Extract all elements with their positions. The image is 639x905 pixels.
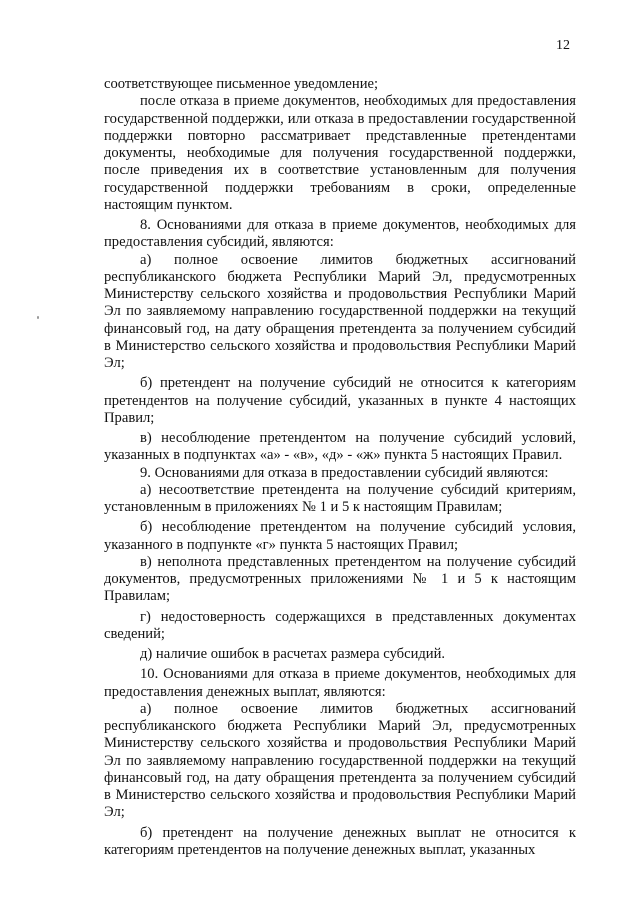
paragraph-clause-9-g: г) недостоверность содержащихся в представленных документах сведений; [104,608,576,642]
paragraph-continuation: соответствующее письменное уведомление; [104,76,379,92]
paragraph-clause-9-v: в) неполнота представленных претендентом на получение субсидий документов, предусмотренных приложениями № 1 и 5 к настоящим Правилам; [104,553,576,605]
paragraph-clause-9-b: б) несоблюдение претендентом на получение субсидий условия, указанного в подпункте «г» пункта 5 настоящих Правил; [104,519,576,553]
paragraph-clause-8-a: а) полное освоение лимитов бюджетных ассигнований республиканского бюджета Республики Марий Эл, предусмотренных Министерству сельского хозяйства и продовольствия Республики Марий Эл по заявляемому направлению государственной поддержки на текущий финансовый год, на дату обращения претендента за получением субсидий в Министерство сельского хозяйства и продовольствия Республики Марий Эл; [104,251,576,371]
margin-mark [37,316,39,319]
document-body [104,76,576,859]
paragraph-clause-10-a: а) полное освоение лимитов бюджетных ассигнований республиканского бюджета Республики Марий Эл, предусмотренных Министерству сельского хозяйства и продовольствия Республики Марий Эл по заявляемому направлению государственной поддержки на текущий финансовый год, на дату обращения претендента за получением субсидий в Министерство сельского хозяйства и продовольствия Республики Марий Эл; [104,700,576,821]
page-number: 12 [556,38,570,53]
paragraph-clause-8: 8. Основаниями для отказа в приеме документов, необходимых для предоставления субсидий, являются: [104,217,576,251]
paragraph-clause-10-b: б) претендент на получение денежных выплат не относится к категориям претендентов на получение денежных выплат, указанных [104,824,576,858]
paragraph-clause-9: 9. Основаниями для отказа в предоставлении субсидий являются: [140,464,549,481]
paragraph-clause-9-a: а) несоответствие претендента на получение субсидий критериям, установленным в приложениях № 1 и 5 к настоящим Правилам; [104,481,576,515]
paragraph-clause-8-v: в) несоблюдение претендентом на получение субсидий условий, указанных в подпунктах «а» - «в», «д» - «ж» пункта 5 настоящих Правил. [104,430,576,464]
paragraph-clause-9-d: д) наличие ошибок в расчетах размера субсидий. [140,646,446,662]
paragraph-clause-10: 10. Основаниями для отказа в приеме документов, необходимых для предоставления денежных выплат, являются: [104,666,576,700]
paragraph-resubmission: после отказа в приеме документов, необходимых для предоставления государственной поддержки, или отказа в предоставлении государственной поддержки повторно рассматривает представленные претендентами документы, необходимые для получения государственной поддержки, после приведения их в соответствие установленным для получения государственной поддержки требованиям в сроки, определенные настоящим пунктом. [104,93,576,213]
paragraph-clause-8-b: б) претендент на получение субсидий не относится к категориям претендентов на получение субсидий, указанных в пункте 4 настоящих Правил; [104,375,576,426]
